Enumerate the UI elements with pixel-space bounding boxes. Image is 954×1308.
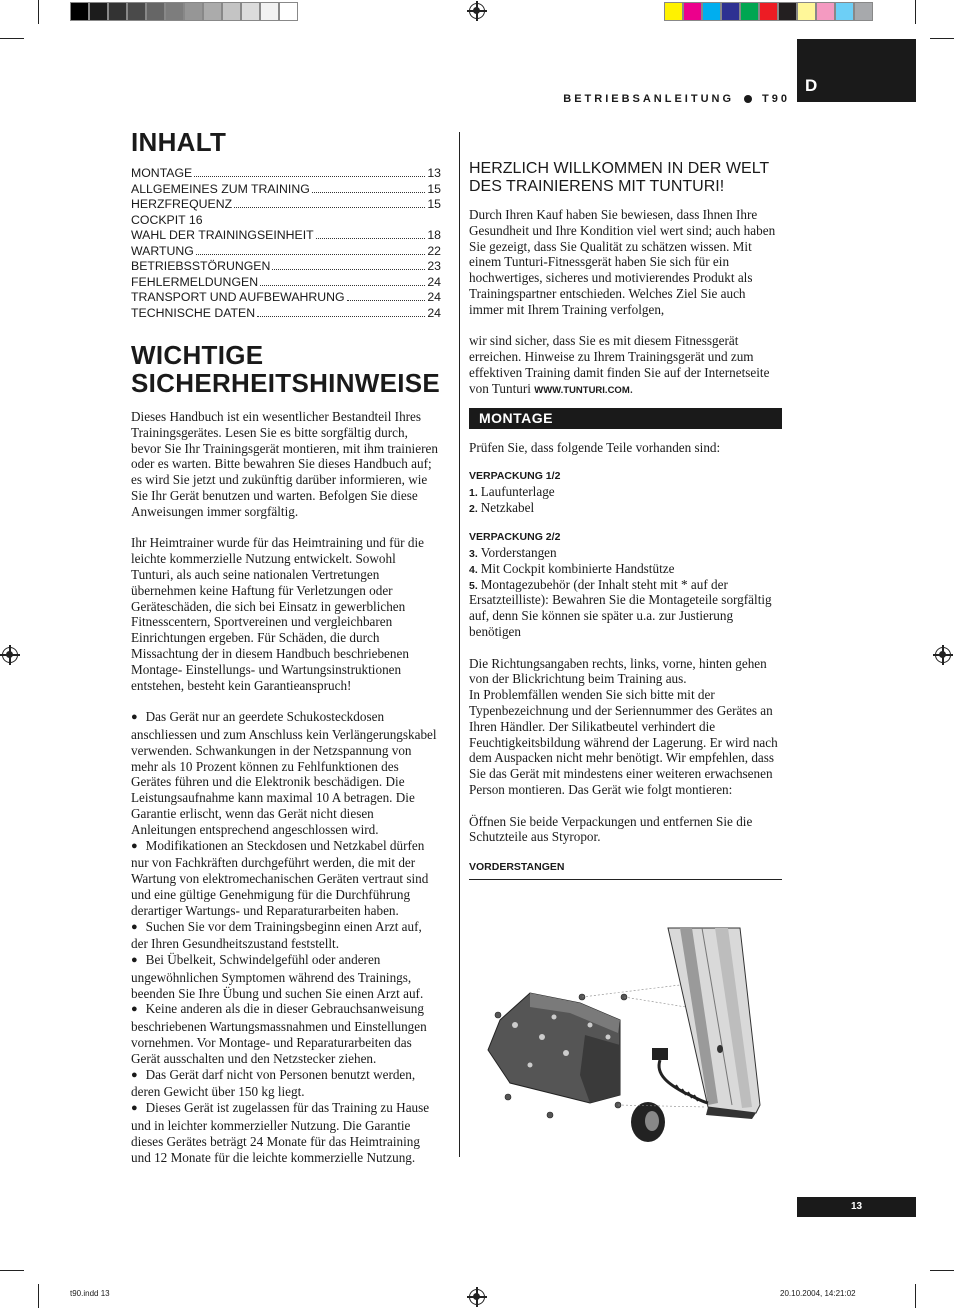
package-item	[469, 500, 782, 516]
package-item	[469, 561, 782, 577]
toc-leader-dots	[312, 192, 426, 193]
gray-swatch	[279, 2, 298, 21]
toc-leader-dots	[257, 316, 425, 317]
gray-swatch	[222, 2, 241, 21]
color-swatch	[797, 2, 816, 21]
safety-bullet: ● Keine anderen als die in dieser Gebrauchsanweisung beschriebenen Wartungsmassnahmen und Einstellungen vornehmen. Vor Montage- und Reparaturarbeiten das Gerät ausschalten und den Netzstecker ziehen.	[131, 1001, 441, 1066]
toc-entry-page: 22	[427, 243, 441, 258]
color-swatch	[778, 2, 797, 21]
package-1-title: VERPACKUNG 1/2	[469, 470, 561, 483]
item-number: 2.	[469, 503, 481, 516]
running-head	[563, 93, 790, 105]
toc-entry[interactable]	[131, 166, 441, 182]
toc-entry-page: 24	[427, 274, 441, 289]
color-swatch	[816, 2, 835, 21]
welcome-title: HERZLICH WILLKOMMEN IN DER WELT DES TRAINIERENS MIT TUNTURI!	[469, 160, 769, 195]
toc-entry[interactable]	[131, 197, 441, 213]
gray-swatch	[70, 2, 89, 21]
date-info: 20.10.2004, 14:21:02	[780, 1289, 856, 1298]
liability-paragraph: Ihr Heimtrainer wurde für das Heimtraining und für die leichte kommerzielle Nutzung entwickelt. Sowohl Tunturi, als auch seine nationalen Vertretungen übernehmen keine Haftung für Verletzungen oder Geräteschäden, die sich bei Einsatz in gewerblichen Fitnesscentern, Sportvereinen und vergleichbaren Einrichtungen ergeben. Für Schäden, die durch Missachtung der in diesem Handbuch beschriebenen Montage- Einstellungs- und Wartungsinstruktionen entstehen, besteht kein Garantieanspruch!	[131, 535, 424, 693]
item-text: Netzkabel	[480, 500, 535, 516]
gray-swatch	[127, 2, 146, 21]
running-head-model: T90	[762, 93, 790, 105]
toc-entry-title: BETRIEBSSTÖRUNGEN	[131, 259, 271, 273]
gray-swatch	[203, 2, 222, 21]
safety-bullet: ● Modifikationen an Steckdosen und Netzkabel dürfen nur von Fachkräften durchgeführt werden, die mit der Wartung von elektromechanischen Geräten vertraut sind und eine gültige Genehmigung für die Durchführung derartiger Wartungs- und Reparaturarbeiten haben.	[131, 838, 441, 919]
safety-title-line-2: SICHERHEITSHINWEISE	[131, 368, 441, 398]
toc-entry[interactable]	[131, 228, 441, 244]
safety-title	[131, 341, 441, 397]
welcome-text: wir sind sicher, dass Sie es mit diesem Fitnessgerät erreichen. Hinweise zu Ihrem Trainingsgerät und zum effektiven Training damit finden Sie auf der Internetseite von Tunturi	[469, 333, 770, 396]
front-bar-assembly-illustration	[470, 925, 782, 1150]
color-swatch	[759, 2, 778, 21]
package-2-list	[469, 545, 782, 640]
color-swatch	[740, 2, 759, 21]
color-swatch	[854, 2, 873, 21]
safety-bullet: ● Dieses Gerät ist zugelassen für das Training zu Hause und in leichter kommerzieller Nutzung. Die Garantie dieses Gerätes beträgt 24 Monate für das Heimtraining und 12 Monate für die leichte kommerzielle Nutzung.	[131, 1100, 441, 1165]
check-parts-text: Prüfen Sie, dass folgende Teile vorhanden sind:	[469, 439, 721, 455]
sentence-end: .	[629, 380, 634, 396]
crop-mark	[930, 1270, 954, 1271]
grayscale-color-bar	[70, 2, 298, 21]
crop-mark	[915, 1284, 916, 1308]
safety-intro-paragraph: Dieses Handbuch ist ein wesentlicher Bestandteil Ihres Trainingsgerätes. Lesen Sie es bitte sorgfältig durch, bevor Sie Ihr Trainingsgerät montieren, mit ihm trainieren oder es warten. Bitte bewahren Sie dieses Handbuch auf; es wird Sie jetzt und zukünftig darüber informieren, wie Sie Ihr Gerät benutzen und warten. Befolgen Sie diese Anweisungen immer sorgfältig.	[131, 409, 438, 519]
color-swatch	[835, 2, 854, 21]
toc-leader-dots	[316, 238, 426, 239]
gray-swatch	[184, 2, 203, 21]
toc-entry[interactable]	[131, 275, 441, 291]
table-of-contents	[131, 166, 441, 321]
color-swatch	[702, 2, 721, 21]
toc-leader-dots	[194, 176, 425, 177]
left-column	[131, 128, 441, 1165]
toc-entry-title: HERZFREQUENZ	[131, 197, 233, 211]
item-text: Mit Cockpit kombinierte Handstütze	[480, 560, 675, 576]
welcome-paragraph-1: Durch Ihren Kauf haben Sie bewiesen, dass Ihnen Ihre Gesundheit und Ihre Kondition viel wert sind; auch haben Sie gezeigt, dass Sie Qualität zu schätzen wissen. Mit einem Tunturi-Fitnessgerät haben Sie sich für ein hochwertiges, sicheres und motivierendes Produkt als Trainingspartner entschieden. Welches Ziel Sie auch immer mit Ihrem Training verfolgen,	[469, 207, 776, 317]
toc-entry-page: 15	[427, 181, 441, 196]
directions-text-2: In Problemfällen wenden Sie sich bitte mit der Typenbezeichnung und der Seriennummer des Gerätes an Ihren Händler. Der Silikatbeutel verhindert die Feuchtigkeitsbildung während der Lagerung. Er wird nach dem Auspacken nicht mehr benötigt. Wir empfehlen, dass Sie das Gerät mit mindestens einer weiteren erwachsenen Person montieren. Das Gerät wie folgt montieren:	[469, 687, 778, 797]
toc-leader-dots	[234, 207, 425, 208]
toc-entry-title: WAHL DER TRAININGSEINHEIT	[131, 228, 314, 242]
gray-swatch	[108, 2, 127, 21]
registration-mark-icon	[935, 647, 951, 663]
toc-entry-page: 13	[427, 166, 441, 180]
registration-mark-icon	[2, 647, 18, 663]
gray-swatch	[241, 2, 260, 21]
toc-entry[interactable]	[131, 306, 441, 322]
color-swatch	[664, 2, 683, 21]
gray-swatch	[89, 2, 108, 21]
item-text: Vorderstangen	[480, 544, 557, 560]
package-2-title: VERPACKUNG 2/2	[469, 530, 561, 543]
item-number: 5.	[469, 579, 481, 592]
color-swatch	[721, 2, 740, 21]
toc-entry-title: MONTAGE	[131, 166, 193, 180]
safety-bullet: ● Das Gerät darf nicht von Personen benutzt werden, deren Gewicht über 150 kg liegt.	[131, 1067, 441, 1101]
open-packages-text: Öffnen Sie beide Verpackungen und entfernen Sie die Schutzteile aus Styropor.	[469, 813, 753, 845]
toc-entry-page: 18	[427, 228, 441, 242]
package-item	[469, 484, 782, 500]
toc-entry-title: TECHNISCHE DATEN	[131, 305, 256, 320]
toc-entry[interactable]	[131, 182, 441, 198]
package-1-list	[469, 484, 782, 516]
safety-bullet: ● Das Gerät nur an geerdete Schukosteckdosen anschliessen und zum Anschluss kein Verlängerungskabel verwenden. Schwankungen in der Netzspannung von mehr als 10 Prozent können zu Fehlfunktionen des Gerätes führen und die Elektronik beschädigen. Die Leistungsaufnahme kann maximal 10 A betragen. Die Garantie erlischt, wenn das Gerät nicht diesen Anleitungen entsprechend angeschlossen wird.	[131, 709, 441, 837]
file-info: t90.indd 13	[70, 1289, 110, 1298]
toc-entry[interactable]	[131, 244, 441, 260]
welcome-paragraph-2	[469, 333, 782, 396]
section-rule	[469, 879, 782, 880]
website-link[interactable]: WWW.TUNTURI.COM	[534, 384, 630, 396]
running-head-title: BETRIEBSANLEITUNG	[563, 93, 735, 105]
page-number: 13	[797, 1197, 916, 1217]
crop-mark	[915, 0, 916, 24]
toc-leader-dots	[260, 285, 425, 286]
item-number: 3.	[469, 547, 481, 560]
package-item	[469, 545, 782, 561]
directions-text-1: Die Richtungsangaben rechts, links, vorne, hinten gehen von der Blickrichtung beim Training aus.	[469, 655, 767, 687]
item-text: Laufunterlage	[480, 484, 555, 500]
toc-entry[interactable]	[131, 213, 441, 229]
toc-leader-dots	[272, 269, 425, 270]
gray-swatch	[165, 2, 184, 21]
safety-title-line-1: WICHTIGE	[131, 340, 264, 370]
toc-entry-page: 24	[427, 290, 441, 304]
toc-entry[interactable]	[131, 290, 441, 306]
toc-entry-title: TRANSPORT UND AUFBEWAHRUNG	[131, 290, 345, 304]
gray-swatch	[146, 2, 165, 21]
directions-paragraph	[469, 656, 782, 798]
crop-mark	[0, 1270, 24, 1271]
toc-entry-title: COCKPIT 16	[131, 212, 203, 227]
toc-entry-title: WARTUNG	[131, 243, 194, 258]
toc-leader-dots	[196, 254, 425, 255]
safety-bullet: ● Suchen Sie vor dem Trainingsbeginn einen Arzt auf, der Ihren Gesundheitszustand feststellt.	[131, 919, 441, 953]
toc-entry[interactable]	[131, 259, 441, 275]
safety-bullet: ● Bei Übelkeit, Schwindelgefühl oder anderen ungewöhnlichen Symptomen während des Trainings, beenden Sie Ihre Übung und suchen Sie einen Arzt auf.	[131, 952, 441, 1001]
safety-bullet-list	[131, 709, 441, 1165]
toc-entry-page: 23	[427, 259, 441, 273]
item-text: Montagezubehör (der Inhalt steht mit * auf der Ersatzteilliste): Bewahren Sie die Montageteile sorgfältig auf, denn Sie können sie später u.a. zur Justierung benötigen	[469, 576, 772, 639]
montage-section-header: MONTAGE	[469, 408, 782, 429]
toc-entry-page: 15	[427, 197, 441, 211]
column-divider	[459, 132, 460, 1157]
item-number: 1.	[469, 487, 481, 500]
gray-swatch	[260, 2, 279, 21]
crop-mark	[0, 38, 24, 39]
package-item	[469, 577, 782, 640]
toc-entry-title: FEHLERMELDUNGEN	[131, 274, 259, 289]
bullet-dot-icon	[744, 95, 752, 103]
language-tab	[797, 39, 916, 102]
process-color-bar	[664, 2, 873, 21]
toc-entry-page: 24	[427, 305, 441, 320]
registration-mark-icon	[469, 1289, 485, 1305]
color-swatch	[683, 2, 702, 21]
right-column	[469, 160, 782, 880]
crop-mark	[38, 0, 39, 24]
toc-title: INHALT	[131, 127, 227, 157]
crop-mark	[38, 1284, 39, 1308]
toc-leader-dots	[347, 300, 426, 301]
crop-mark	[930, 38, 954, 39]
vorderstangen-title: VORDERSTANGEN	[469, 861, 565, 874]
item-number: 4.	[469, 563, 481, 576]
toc-entry-title: ALLGEMEINES ZUM TRAINING	[131, 181, 310, 196]
language-code: D	[805, 76, 818, 95]
registration-mark-icon	[469, 3, 485, 19]
